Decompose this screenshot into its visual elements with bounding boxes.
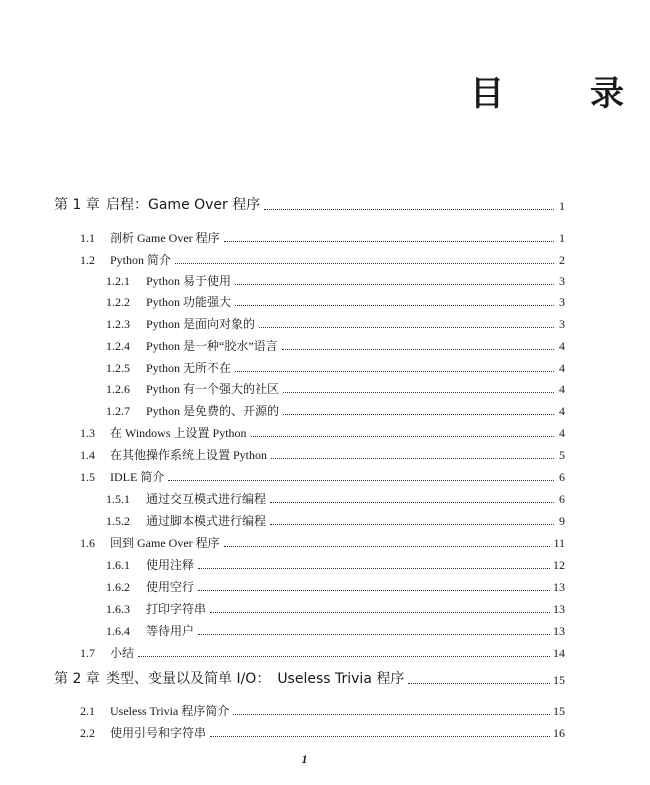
toc-entry-page: 5: [559, 448, 565, 462]
page-number: 1: [301, 752, 308, 766]
toc-entry-number: 1.7: [80, 646, 95, 660]
toc-entry-page: 13: [553, 580, 565, 594]
toc-entry[interactable]: [106, 489, 565, 507]
dot-leader: [270, 501, 554, 503]
toc-entry-page: 3: [559, 295, 565, 309]
toc-entry-title: Python 功能强大: [146, 295, 232, 309]
toc-entry-number: 1.6.1: [106, 558, 130, 572]
toc-entry[interactable]: [106, 401, 565, 419]
toc-entry-title: IDLE 简介: [110, 470, 165, 484]
toc-entry-title: 在其他操作系统上设置 Python: [110, 448, 268, 462]
dot-leader: [408, 682, 550, 684]
dot-leader: [198, 567, 550, 569]
toc-entry-page: 4: [559, 361, 565, 375]
toc-entry-number: 1.2.4: [106, 339, 130, 353]
toc-entry-title: 通过交互模式进行编程: [146, 492, 267, 506]
toc-entry[interactable]: [106, 577, 565, 595]
dot-leader: [224, 545, 551, 547]
dot-leader: [282, 348, 554, 350]
toc-entry-title: Python 易于使用: [146, 274, 232, 288]
toc-entry-number: 2.1: [80, 704, 95, 718]
toc-entry-page: 1: [559, 199, 565, 213]
toc-entry-number: 1.4: [80, 448, 95, 462]
toc-entry-title: Python 有一个强大的社区: [146, 382, 280, 396]
toc-entry-title: 剖析 Game Over 程序: [110, 231, 220, 245]
toc-entry[interactable]: [106, 621, 565, 639]
toc-entry-number: 1.2.1: [106, 274, 130, 288]
dot-leader: [271, 457, 554, 459]
dot-leader: [264, 208, 554, 210]
toc-entry-number: 1.6.4: [106, 624, 130, 638]
toc-entry-title: 使用空行: [146, 580, 195, 594]
toc-entry[interactable]: [54, 196, 565, 214]
toc-entry-page: 4: [559, 382, 565, 396]
toc-entry-page: 11: [553, 536, 565, 550]
toc-entry-number: 第 1 章: [54, 197, 100, 213]
toc-entry-title: Useless Trivia 程序简介: [110, 704, 230, 718]
dot-leader: [270, 523, 554, 525]
toc-entry-number: 1.2.5: [106, 361, 130, 375]
toc-entry-page: 13: [553, 624, 565, 638]
toc-entry-page: 4: [559, 404, 565, 418]
toc-entry-number: 1.1: [80, 231, 95, 245]
dot-leader: [175, 262, 554, 264]
toc-entry-title: 使用引号和字符串: [110, 726, 207, 740]
toc-entry-number: 1.5.2: [106, 514, 130, 528]
toc-entry-title: 启程：Game Over 程序: [106, 197, 261, 213]
toc-entry[interactable]: [80, 533, 565, 551]
toc-entry-page: 3: [559, 317, 565, 331]
toc-entry[interactable]: [80, 228, 565, 246]
toc-entry-title: Python 无所不在: [146, 361, 232, 375]
toc-entry[interactable]: [54, 670, 565, 688]
toc-entry-title: 等待用户: [146, 624, 195, 638]
page-title: 目 录: [470, 74, 650, 114]
dot-leader: [168, 479, 554, 481]
toc-entry[interactable]: [106, 555, 565, 573]
toc-entry[interactable]: [80, 643, 565, 661]
toc-entry-title: Python 是免费的、开源的: [146, 404, 280, 418]
toc-entry[interactable]: [106, 336, 565, 354]
toc-entry-number: 1.6.3: [106, 602, 130, 616]
toc-entry-page: 9: [559, 514, 565, 528]
toc-entry-page: 4: [559, 339, 565, 353]
dot-leader: [259, 326, 554, 328]
toc-entry-title: 使用注释: [146, 558, 195, 572]
toc-entry-title: 小结: [110, 646, 135, 660]
toc-entry-title: 通过脚本模式进行编程: [146, 514, 267, 528]
dot-leader: [251, 435, 554, 437]
toc-entry-number: 1.6: [80, 536, 95, 550]
toc-entry[interactable]: [106, 358, 565, 376]
toc-entry-page: 13: [553, 602, 565, 616]
toc-entry-page: 15: [553, 673, 565, 687]
toc-entry-number: 1.5: [80, 470, 95, 484]
toc-entry-title: 打印字符串: [146, 602, 207, 616]
toc-entry[interactable]: [106, 599, 565, 617]
dot-leader: [210, 611, 550, 613]
toc-entry-number: 1.2.7: [106, 404, 130, 418]
toc-entry-page: 1: [559, 231, 565, 245]
toc-entry-number: 1.2.2: [106, 295, 130, 309]
toc-entry-page: 3: [559, 274, 565, 288]
toc-entry[interactable]: [80, 723, 565, 741]
dot-leader: [210, 735, 550, 737]
toc-entry-page: 4: [559, 426, 565, 440]
dot-leader: [235, 304, 554, 306]
toc-entry[interactable]: [106, 292, 565, 310]
toc-entry[interactable]: [80, 423, 565, 441]
dot-leader: [235, 370, 554, 372]
toc-entry-page: 6: [559, 470, 565, 484]
toc-entry-number: 2.2: [80, 726, 95, 740]
toc-entry[interactable]: [80, 250, 565, 268]
toc-entry-number: 1.2: [80, 253, 95, 267]
toc-entry[interactable]: [106, 271, 565, 289]
toc-entry-page: 12: [553, 558, 565, 572]
dot-leader: [233, 713, 550, 715]
toc-entry[interactable]: [80, 701, 565, 719]
toc-entry-page: 15: [553, 704, 565, 718]
toc-entry[interactable]: [106, 511, 565, 529]
toc-entry-title: Python 简介: [110, 253, 172, 267]
toc-entry-number: 1.3: [80, 426, 95, 440]
dot-leader: [198, 589, 550, 591]
toc-entry-title: 回到 Game Over 程序: [110, 536, 220, 550]
toc-entry-number: 1.6.2: [106, 580, 130, 594]
toc-entry-number: 1.5.1: [106, 492, 130, 506]
toc-entry-title: Python 是一种“胶水”语言: [146, 339, 278, 353]
toc-entry[interactable]: [80, 445, 565, 463]
toc-entry-page: 6: [559, 492, 565, 506]
toc-entry-page: 14: [553, 646, 565, 660]
dot-leader: [283, 413, 554, 415]
toc-entry-title: 类型、变量以及简单 I/O： Useless Trivia 程序: [106, 671, 405, 687]
toc-entry-number: 1.2.3: [106, 317, 130, 331]
dot-leader: [138, 655, 550, 657]
dot-leader: [235, 283, 554, 285]
toc-entry-title: Python 是面向对象的: [146, 317, 256, 331]
toc-entry[interactable]: [106, 314, 565, 332]
toc-entry-number: 1.2.6: [106, 382, 130, 396]
toc-entry[interactable]: [80, 467, 565, 485]
toc-entry-page: 2: [559, 253, 565, 267]
toc-entry[interactable]: [106, 379, 565, 397]
toc-entry-title: 在 Windows 上设置 Python: [110, 426, 247, 440]
dot-leader: [224, 240, 554, 242]
toc-entry-page: 16: [553, 726, 565, 740]
dot-leader: [283, 391, 554, 393]
dot-leader: [198, 633, 550, 635]
toc-entry-number: 第 2 章: [54, 671, 100, 687]
